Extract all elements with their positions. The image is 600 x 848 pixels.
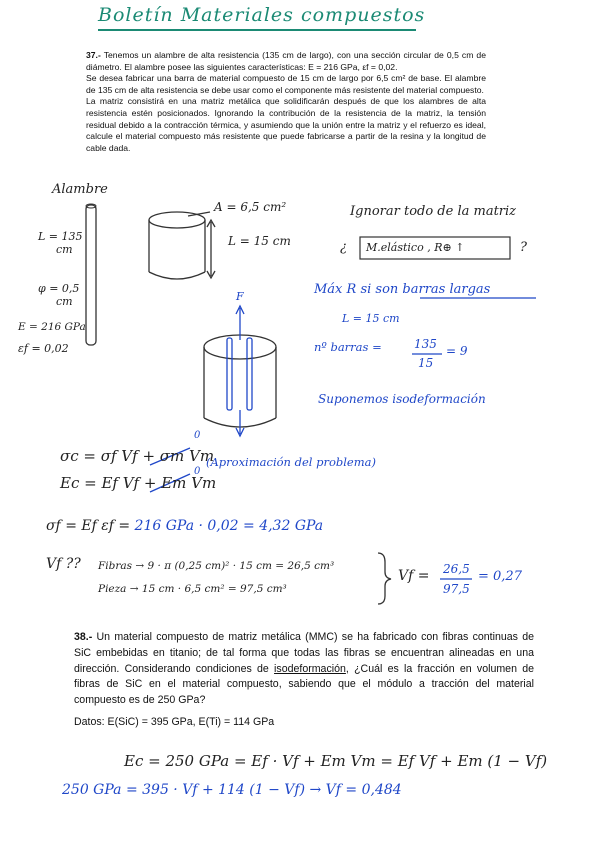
- problem-38-statement: [74, 630, 534, 731]
- label-alambre: Alambre: [52, 182, 108, 197]
- label-area: A = 6,5 cm²: [214, 200, 287, 214]
- problem-38-isodeformacion: isodeformación: [274, 662, 346, 675]
- note-vf-denominator: 97,5: [443, 582, 470, 596]
- note-vf-numerator: 26,5: [443, 562, 470, 576]
- problem-38-number: 38.-: [74, 631, 93, 643]
- note-question-close: ?: [520, 240, 527, 255]
- note-nbarras-label: nº barras =: [314, 340, 382, 354]
- label-length-135-unit: cm: [56, 243, 73, 256]
- label-force: F: [236, 290, 244, 303]
- brace: [378, 553, 391, 604]
- note-pieza-volume: Pieza → 15 cm · 6,5 cm² = 97,5 cm³: [98, 583, 287, 595]
- problem-37-text-3: La matriz consistirá en una matriz metálica que solidificarán después de que los alambres de alta resistencia estén posicionados. Ignorando la contribución de la resistencia de la matriz, la tensión residual debido a la contracción térmica, y asumiendo que la unión entre la matriz y el refuerzo es ideal, calcule el material compuesto más resistente que puede fabricarse a partir de la resina y la longitud de cable dada.: [86, 96, 486, 153]
- note-isodeformacion: Suponemos isodeformación: [318, 392, 486, 406]
- equation-fiber-strength-line: [46, 517, 323, 534]
- note-zero-1: 0: [194, 430, 201, 441]
- equation-fiber-strength: σf = Ef εf =: [46, 518, 135, 534]
- note-vf-eq: Vf =: [398, 568, 430, 584]
- problem-38-text-b: , ¿Cuál es la fracción en volumen de fibras de SiC en el material compuesto, sabiendo que el módulo a tracción del material compuesto es de 250 GPa?: [74, 662, 534, 707]
- note-question-open: ¿: [340, 240, 347, 255]
- equation-fiber-strength-value: 216 GPa · 0,02 = 4,32 GPa: [134, 518, 324, 534]
- problem-38-text-a: Un material compuesto de matriz metálica (MMC) se ha fabricado con fibras continuas de SiC embebidas en titanio; de tal forma que todas las fibras se encuentran alineadas en una dirección. Considerando condiciones de: [74, 631, 534, 675]
- problem-37-text-1: Tenemos un alambre de alta resistencia (135 cm de largo), con una sección circular de 0,5 cm de diámetro. El alambre posee las siguientes características: E = 216 GPa, εf = 0,02.: [86, 50, 486, 72]
- page-title: Boletín Materiales compuestos: [98, 4, 426, 26]
- note-question-box: M.elástico , R⊕ ↑: [366, 241, 465, 254]
- label-diameter: φ = 0,5: [38, 282, 80, 295]
- note-vf-question: Vf ??: [46, 556, 81, 572]
- composite-bar-sketch: [149, 212, 215, 279]
- note-ignorar-matriz: Ignorar todo de la matriz: [350, 204, 517, 219]
- note-fibras-volume: Fibras → 9 · π (0,25 cm)² · 15 cm = 26,5 cm³: [98, 560, 335, 572]
- label-length-15: L = 15 cm: [228, 234, 291, 248]
- note-nbarras-result: = 9: [446, 344, 468, 358]
- wire-sketch: [86, 204, 96, 345]
- equation-strength-rule: σc = σf Vf + σm Vm: [60, 447, 215, 465]
- problem-37-text-2: Se desea fabricar una barra de material compuesto de 15 cm de largo por 6,5 cm² de base. El alambre de 135 cm de alta resistencia se debe usar como el componente más resistente del material compuesto.: [86, 73, 486, 95]
- solution-38-equation-2: 250 GPa = 395 · Vf + 114 (1 − Vf) → Vf = 0,484: [62, 782, 402, 798]
- note-aproximacion: (Aproximación del problema): [206, 455, 376, 469]
- problem-38-data: Datos: E(SiC) = 395 GPa, E(Ti) = 114 GPa: [74, 715, 275, 728]
- note-max-r: Máx R si son barras largas: [314, 282, 491, 297]
- label-modulus: E = 216 GPa: [18, 321, 86, 333]
- label-diameter-unit: cm: [56, 295, 73, 308]
- composite-fiber-sketch: [204, 306, 276, 436]
- note-nbarras-denominator: 15: [418, 356, 434, 370]
- problem-37-number: 37.-: [86, 50, 101, 60]
- solution-38-equation-1: Ec = 250 GPa = Ef · Vf + Em Vm = Ef Vf + Em (1 − Vf): [124, 752, 548, 770]
- equation-modulus-rule: Ec = Ef Vf + Em Vm: [60, 474, 217, 492]
- note-nbarras-numerator: 135: [414, 337, 437, 351]
- note-length-15: L = 15 cm: [342, 312, 400, 325]
- label-fracture-strain: εf = 0,02: [18, 342, 69, 355]
- label-length-135: L = 135: [38, 230, 83, 243]
- note-zero-2: 0: [194, 466, 201, 477]
- note-vf-result: = 0,27: [478, 569, 522, 584]
